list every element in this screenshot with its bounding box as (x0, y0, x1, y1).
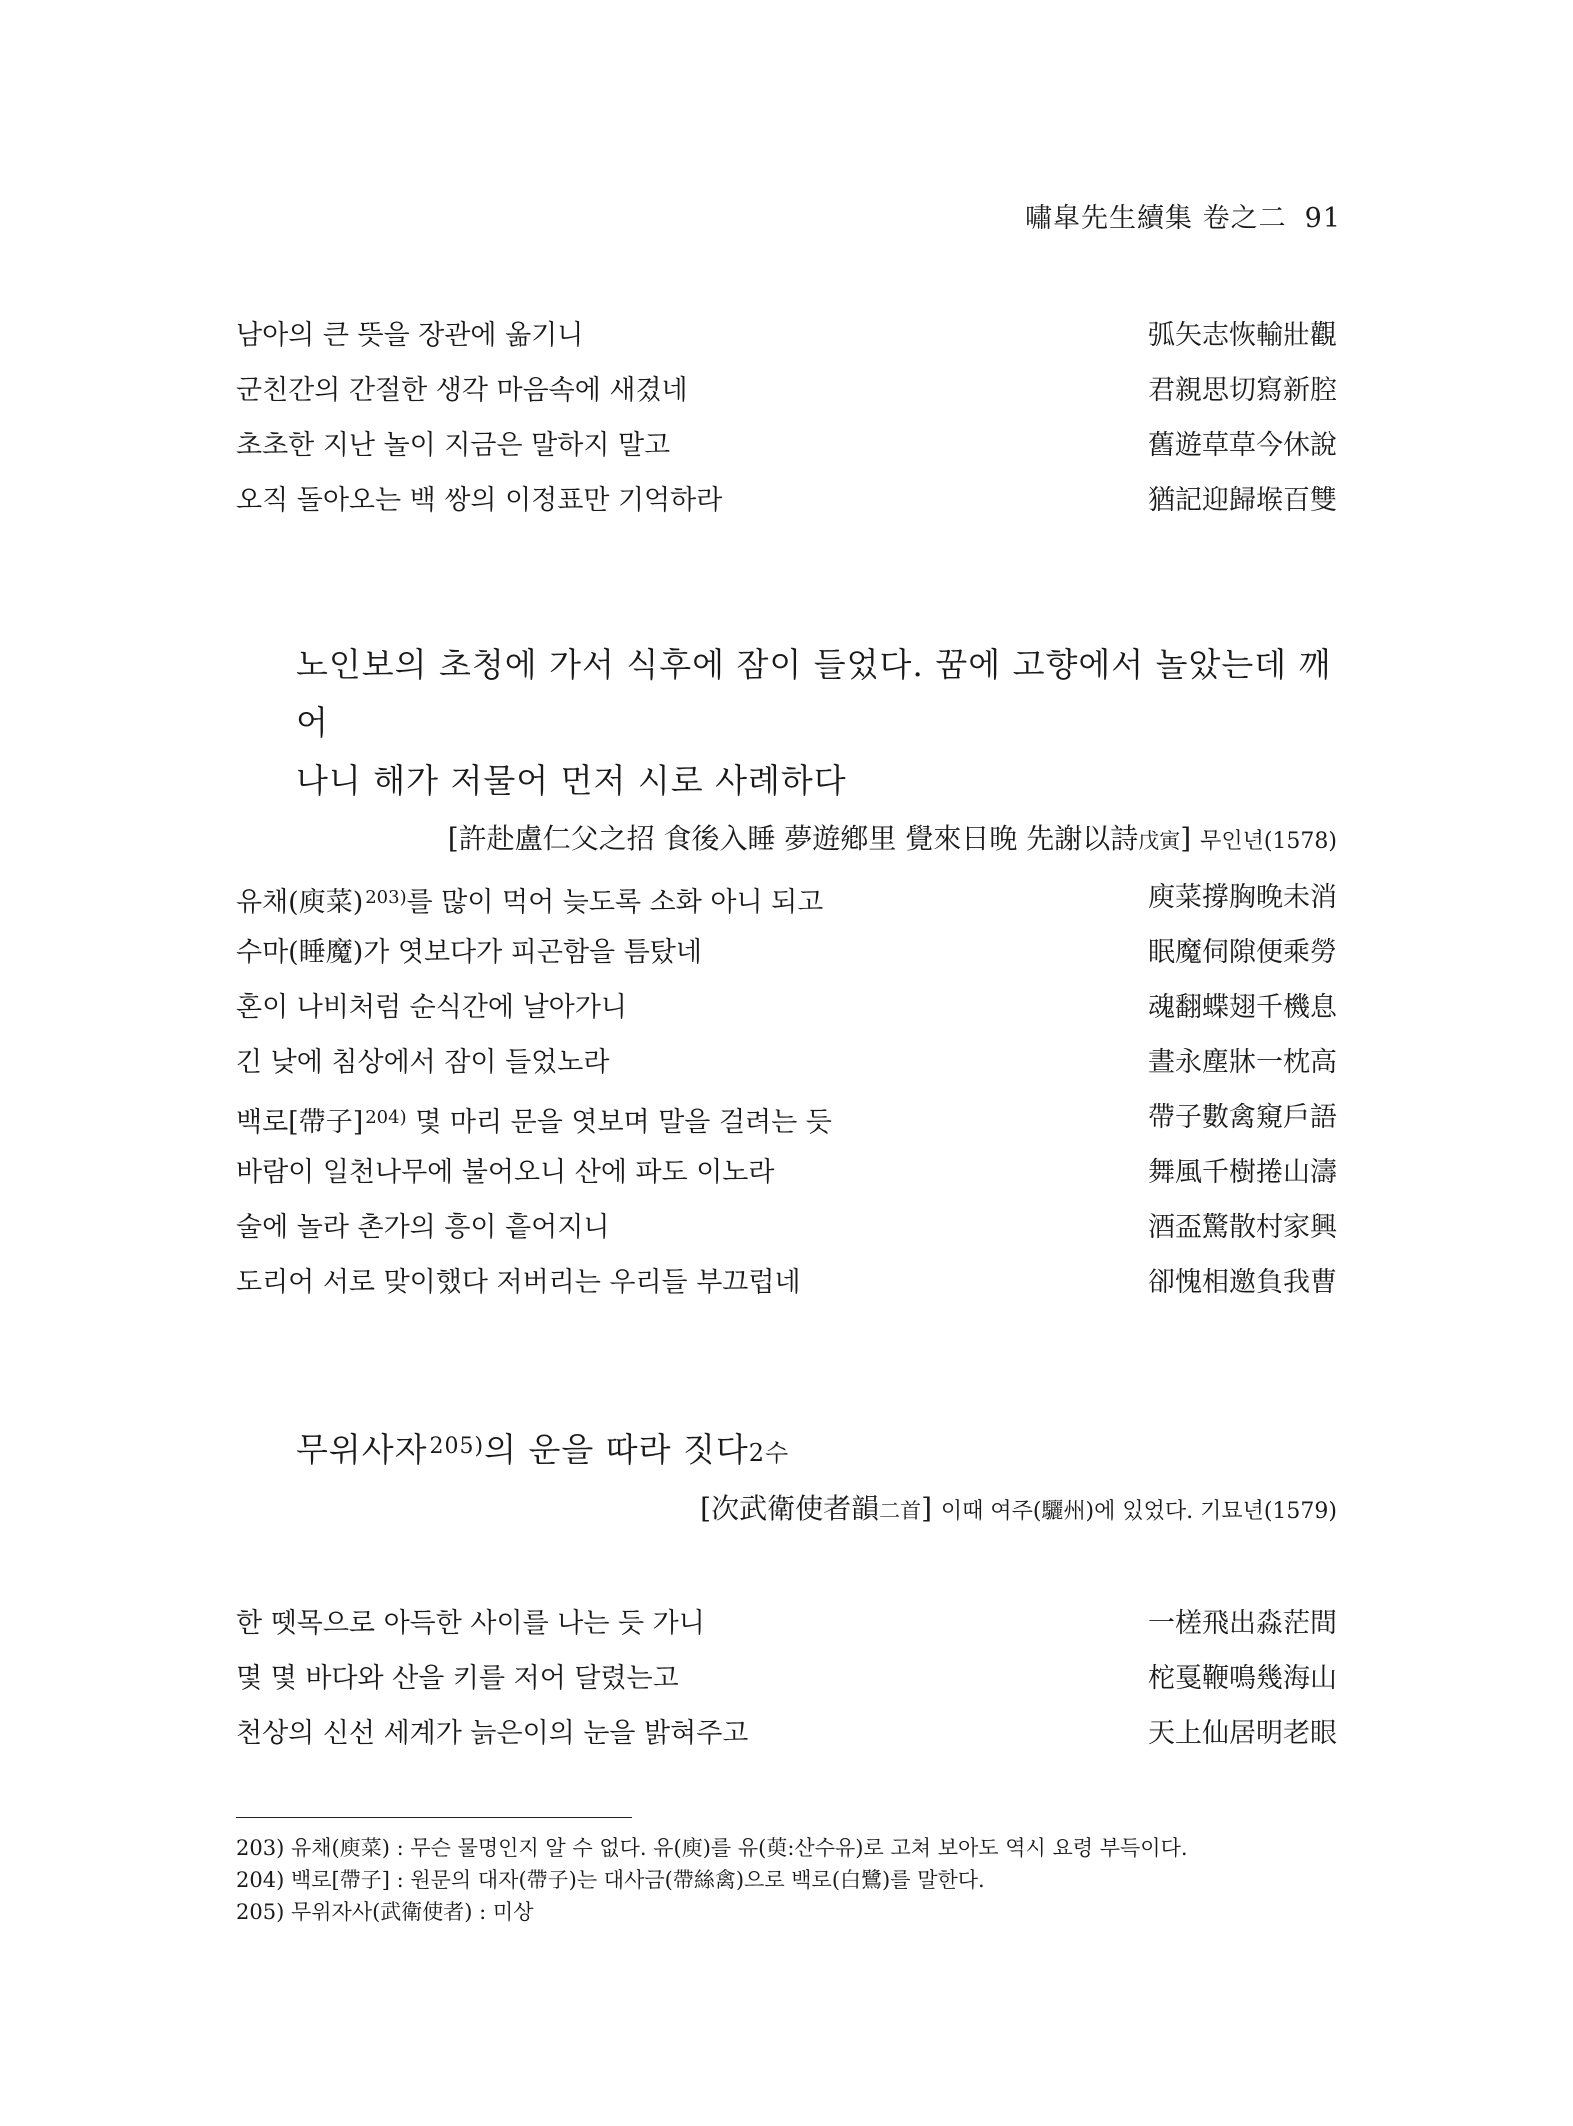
hanja-verse: 帶子數禽窺戶語 (1148, 1102, 1337, 1133)
hanja-title-text: [許赴盧仁父之招 食後入睡 夢遊鄕里 覺來日晚 先謝以詩 (447, 822, 1139, 855)
book-title: 嘯皐先生續集 卷之二 (1025, 203, 1287, 234)
poem-line (236, 1596, 1337, 1651)
verse-text: 몇 마리 문을 엿보며 말을 걸려는 듯 (406, 1107, 832, 1138)
hanja-verse: 魂翻蝶翅千機息 (1148, 992, 1337, 1023)
hanja-verse: 舊遊草草今休說 (1148, 430, 1337, 461)
korean-title-line: 노인보의 초청에 가서 식후에 잠이 들었다. 꿈에 고향에서 놀았는데 깨어 (296, 645, 1332, 742)
footnote: 205) 무위자사(武衛使者) : 미상 (236, 1900, 534, 1924)
korean-verse (236, 1090, 832, 1150)
korean-verse: 몇 몇 바다와 산을 키를 저어 달렸는고 (236, 1663, 679, 1694)
verse-text: 유채(庾菜) (236, 887, 364, 918)
poem-line (236, 1090, 1337, 1145)
footnote-ref: 203) (365, 887, 407, 908)
poem-line (236, 1200, 1337, 1255)
poem-line (236, 363, 1337, 418)
poem-line (236, 925, 1337, 980)
page-number: 91 (1304, 203, 1341, 234)
hanja-verse: 庾菜撐胸晚未消 (1148, 882, 1337, 913)
poem-2 (236, 870, 1337, 1310)
korean-verse: 오직 돌아오는 백 쌍의 이정표만 기억하라 (236, 485, 723, 516)
title-text: 의 운을 따라 짓다 (484, 1430, 749, 1469)
hanja-verse: 猶記迎歸堠百雙 (1148, 485, 1337, 516)
poem-line (236, 308, 1337, 363)
footnote-ref: 204) (365, 1107, 407, 1128)
poem-line (236, 1255, 1337, 1310)
korean-verse: 수마(睡魔)가 엿보다가 피곤함을 틈탔네 (236, 937, 702, 968)
footnote: 204) 백로[帶子] : 원문의 대자(帶子)는 대사금(帶絲禽)으로 백로(白鷺)를 말한다. (236, 1868, 985, 1892)
poem-line (236, 1145, 1337, 1200)
hanja-title-close: ] (921, 1492, 933, 1525)
poem-3 (236, 1596, 1337, 1761)
hanja-title-close: ] (1180, 822, 1192, 855)
location-year-note: 이때 여주(驪州)에 있었다. 기묘년(1579) (940, 1499, 1337, 1524)
hanja-verse: 晝永塵牀一枕高 (1148, 1047, 1337, 1078)
korean-verse: 긴 낮에 침상에서 잠이 들었노라 (236, 1047, 610, 1078)
korean-verse: 초초한 지난 놀이 지금은 말하지 말고 (236, 430, 671, 461)
korean-verse: 혼이 나비처럼 순식간에 날아가니 (236, 992, 627, 1023)
footnote-ref: 205) (429, 1434, 485, 1459)
hanja-title-small: 二首 (879, 1499, 922, 1523)
hanja-verse: 酒盃驚散村家興 (1148, 1212, 1337, 1243)
poem-3-title (236, 1418, 1337, 1535)
korean-title-line: 나니 해가 저물어 먼저 시로 사례하다 (296, 761, 847, 800)
hanja-verse: 一槎飛出淼茫間 (1148, 1608, 1337, 1639)
footnote-divider (236, 1817, 632, 1818)
korean-verse: 도리어 서로 맞이했다 저버리는 우리들 부끄럽네 (236, 1267, 801, 1298)
verse-text: 백로[帶子] (236, 1107, 364, 1138)
poem-1 (236, 308, 1337, 528)
hanja-verse: 弧矢志恢輸壯觀 (1148, 320, 1337, 351)
hanja-verse: 卻愧相邀負我曹 (1148, 1267, 1337, 1298)
poem-line (236, 473, 1337, 528)
korean-verse: 술에 놀라 촌가의 흥이 흩어지니 (236, 1212, 610, 1243)
korean-title-line (236, 1418, 1337, 1482)
poem-line (236, 1035, 1337, 1090)
poem-2-title (236, 636, 1337, 865)
verse-text: 를 많이 먹어 늦도록 소화 아니 되고 (406, 887, 824, 918)
korean-verse: 한 뗏목으로 아득한 사이를 나는 듯 가니 (236, 1608, 705, 1639)
korean-verse: 남아의 큰 뜻을 장관에 옮기니 (236, 320, 584, 351)
poem-line (236, 418, 1337, 473)
korean-verse: 천상의 신선 세계가 늙은이의 눈을 밝혀주고 (236, 1718, 749, 1749)
title-text: 무위사자 (296, 1430, 428, 1469)
poem-line (236, 980, 1337, 1035)
korean-verse: 군친간의 간절한 생각 마음속에 새겼네 (236, 375, 688, 406)
korean-verse (236, 870, 823, 930)
hanja-verse: 舞風千樹捲山濤 (1148, 1157, 1337, 1188)
poem-line (236, 870, 1337, 925)
running-header (1025, 196, 1341, 235)
hanja-verse: 柁戛鞭鳴幾海山 (1148, 1663, 1337, 1694)
korean-verse: 바람이 일천나무에 불어오니 산에 파도 이노라 (236, 1157, 775, 1188)
footnote: 203) 유채(庾菜) : 무슨 물명인지 알 수 없다. 유(庾)를 유(萸:산수유)로 고쳐 보아도 역시 요령 부득이다. (236, 1836, 1188, 1860)
hanja-verse: 天上仙居明老眼 (1148, 1718, 1337, 1749)
hanja-verse: 君親思切寫新腔 (1148, 375, 1337, 406)
poem-line (236, 1706, 1337, 1761)
poem-line (236, 1651, 1337, 1706)
hanja-title-small: 戊寅 (1138, 829, 1181, 853)
hanja-verse: 眠魔伺隙便乘勞 (1148, 937, 1337, 968)
hanja-title (236, 1486, 1337, 1535)
hanja-title-text: [次武衛使者韻 (700, 1492, 880, 1525)
footnotes (236, 1832, 1337, 1928)
hanja-title (236, 816, 1337, 865)
year-note: 무인년(1578) (1200, 829, 1337, 854)
title-small: 2수 (748, 1439, 790, 1467)
